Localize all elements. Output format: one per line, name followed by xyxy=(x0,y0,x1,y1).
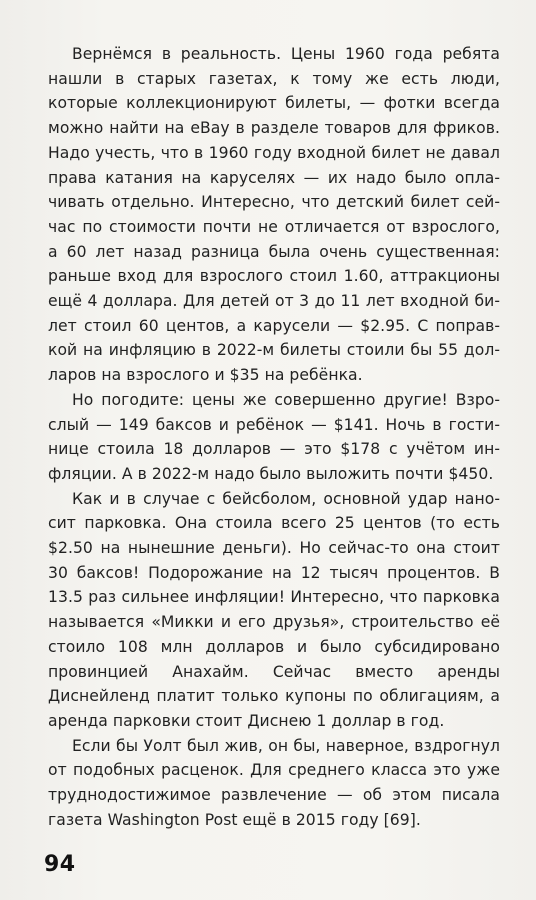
paragraph-3: Как и в случае с бейсболом, основной удар наносит парковка. Она стоила всего 25 центов (то есть $2.50 на нынешние деньги). Но сейчас-то она стоит 30 баксов! Подорожание на 12 тысяч процентов. В 13.5 раз сильнее инфляции! Интересно, что парковка называется «Микки и его друзья», строительство её стоило 108 млн долларов и было субсидировано провинцией Анахайм. Сейчас вместо аренды Диснейленд платит только купоны по облигациям, а аренда парковки стоит Диснею 1 доллар в год. xyxy=(48,489,500,730)
paragraph-1: Вернёмся в реальность. Цены 1960 года ребята нашли в старых газетах, к тому же есть люди, которые коллекционируют билеты, — фотки всегда можно найти на eBay в разделе товаров для фриков. Надо учесть, что в 1960 году входной билет не давал права катания на каруселях — их надо было оплачивать отдельно. Интересно, что детский билет сейчас по стоимости почти не отличается от взрослого, а 60 лет назад разница была очень существенная: раньше вход для взрослого стоил 1.60, аттракционы ещё 4 доллара. Для детей от 3 до 11 лет входной билет стоил 60 центов, а карусели — $2.95. С поправкой на инфляцию в 2022-м билеты стоили бы 55 долларов на взрослого и $35 на ребёнка. xyxy=(48,45,500,385)
paragraph-2: Но погодите: цены же совершенно другие! Взрослый — 149 баксов и ребёнок — $141. Ночь в гостинице стоила 18 долларов — это $178 с учётом инфляции. А в 2022-м надо было выложить почти $450. xyxy=(48,390,500,483)
paragraph-4: Если бы Уолт был жив, он бы, наверное, вздрогнул от подобных расценок. Для среднего класса это уже труднодостижимое развлечение — об этом писала газета Washington Post ещё в 2015 году [69]. xyxy=(48,736,500,829)
page-number: 94 xyxy=(44,852,76,877)
body-text xyxy=(48,42,500,833)
